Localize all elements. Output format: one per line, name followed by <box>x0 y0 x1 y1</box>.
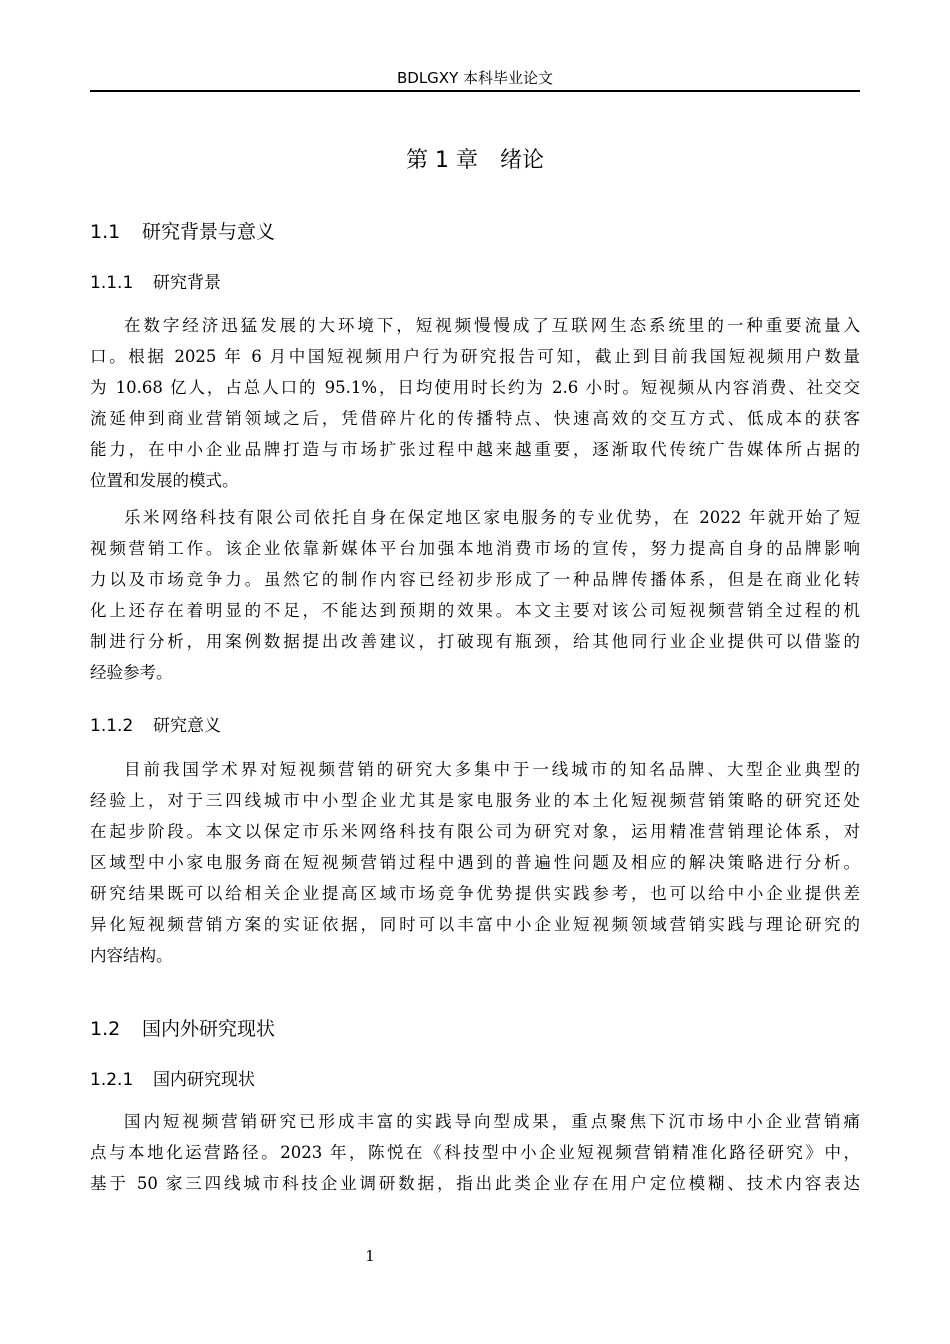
subsection-title: 国内研究现状 <box>153 1070 255 1090</box>
paragraph-line: 目前我国学术界对短视频营销的研究大多集中于一线城市的知名品牌、大型企业典型的 <box>124 760 860 779</box>
subsection-heading-1-1-1 <box>90 271 221 295</box>
section-heading-1-1 <box>90 219 275 245</box>
paragraph-line: 口。根据 2025 年 6 月中国短视频用户行为研究报告可知，截止到目前我国短视频用户数量 <box>90 347 860 366</box>
section-heading-1-2 <box>90 1016 275 1042</box>
page-number: 1 <box>365 1247 375 1265</box>
paragraph-line: 区域型中小家电服务商在短视频营销过程中遇到的普遍性问题及相应的解决策略进行分析。 <box>90 853 860 872</box>
section-number: 1.1 <box>90 221 121 243</box>
subsection-heading-1-2-1 <box>90 1068 255 1092</box>
paragraph-line: 在数字经济迅猛发展的大环境下，短视频慢慢成了互联网生态系统里的一种重要流量入 <box>124 316 860 335</box>
paragraph-research-significance <box>90 754 860 971</box>
paragraph-line: 为 10.68 亿人，占总人口的 95.1%，日均使用时长约为 2.6 小时。短视频从内容消费、社交交 <box>90 378 860 397</box>
paragraph-line: 视频营销工作。该企业依靠新媒体平台加强本地消费市场的宣传，努力提高自身的品牌影响 <box>90 539 860 558</box>
paragraph-line: 流延伸到商业营销领域之后，凭借碎片化的传播特点、快速高效的交互方式、低成本的获客 <box>90 409 860 428</box>
paragraph-line: 力以及市场竞争力。虽然它的制作内容已经初步形成了一种品牌传播体系，但是在商业化转 <box>90 570 860 589</box>
paragraph-line: 能力，在中小企业品牌打造与市场扩张过程中越来越重要，逐渐取代传统广告媒体所占据的 <box>90 440 860 459</box>
paragraph-line: 研究结果既可以给相关企业提高区域市场竞争优势提供实践参考，也可以给中小企业提供差 <box>90 884 860 903</box>
subsection-heading-1-1-2 <box>90 714 221 738</box>
paragraph-domestic-research <box>90 1106 860 1199</box>
chapter-title <box>90 146 860 176</box>
section-title: 研究背景与意义 <box>142 221 276 243</box>
header-rule <box>90 90 860 92</box>
subsection-number: 1.1.2 <box>90 716 134 736</box>
paragraph-line: 点与本地化运营路径。2023 年，陈悦在《科技型中小企业短视频营销精准化路径研究》中， <box>90 1143 860 1162</box>
paragraph-line: 在起步阶段。本文以保定市乐米网络科技有限公司为研究对象，运用精准营销理论体系，对 <box>90 822 860 841</box>
subsection-number: 1.1.1 <box>90 273 134 293</box>
paragraph-line: 化上还存在着明显的不足，不能达到预期的效果。本文主要对该公司短视频营销全过程的机 <box>90 601 860 620</box>
chapter-number: 第 1 章 <box>406 148 478 173</box>
subsection-number: 1.2.1 <box>90 1070 134 1090</box>
running-header: BDLGXY 本科毕业论文 <box>396 69 554 87</box>
chapter-name: 绪论 <box>499 148 544 173</box>
paragraph-line: 制进行分析，用案例数据提出改善建议，打破现有瓶颈，给其他同行业企业提供可以借鉴的 <box>90 632 860 651</box>
subsection-title: 研究意义 <box>153 716 221 736</box>
paragraph-line: 经验上，对于三四线城市中小型企业尤其是家电服务业的本土化短视频营销策略的研究还处 <box>90 791 860 810</box>
section-title: 国内外研究现状 <box>142 1018 276 1040</box>
paragraph-line: 异化短视频营销方案的实证依据，同时可以丰富中小企业短视频领域营销实践与理论研究的 <box>90 915 860 934</box>
paragraph-line: 经验参考。 <box>90 663 173 682</box>
paragraph-line: 内容结构。 <box>90 946 173 965</box>
subsection-title: 研究背景 <box>153 273 221 293</box>
paragraph-line: 基于 50 家三四线城市科技企业调研数据，指出此类企业存在用户定位模糊、技术内容表达 <box>90 1174 860 1193</box>
paragraph-research-background-1 <box>90 310 860 496</box>
paragraph-line: 乐米网络科技有限公司依托自身在保定地区家电服务的专业优势，在 2022 年就开始了短 <box>124 508 860 527</box>
paragraph-line: 位置和发展的模式。 <box>90 471 239 490</box>
paragraph-research-background-2 <box>90 502 860 688</box>
section-number: 1.2 <box>90 1018 121 1040</box>
paragraph-line: 国内短视频营销研究已形成丰富的实践导向型成果，重点聚焦下沉市场中小企业营销痛 <box>124 1112 860 1131</box>
